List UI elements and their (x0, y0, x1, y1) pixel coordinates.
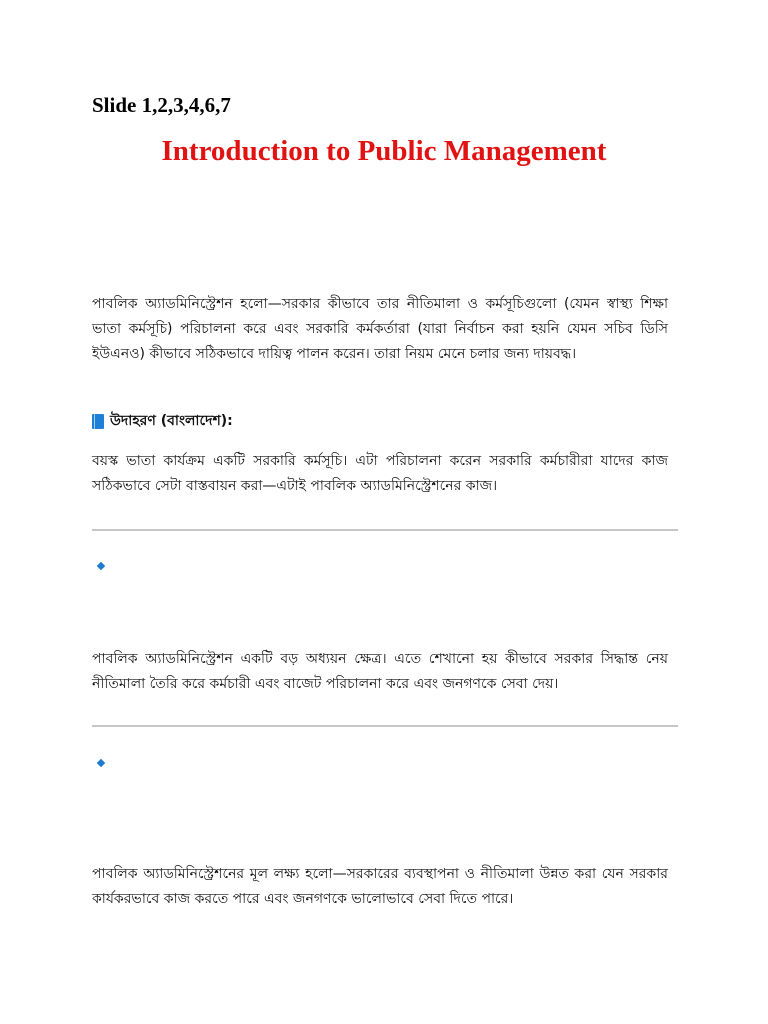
example-heading (92, 409, 233, 433)
section-divider (92, 725, 678, 727)
intro-paragraph: পাবলিক অ্যাডমিনিস্ট্রেশন হলো—সরকার কীভাবে তার নীতিমালা ও কর্মসূচিগুলো (যেমন স্বাস্থ্য শিক্ষা ভাতা কর্মসূচি) পরিচালনা করে এবং সরকারি কর্মকর্তারা (যারা নির্বাচন করা হয়নি যেমন সচিব ডিসি ইউএনও) কীভাবে সঠিকভাবে দায়িত্ব পালন করেন। তারা নিয়ম মেনে চলার জন্য দায়বদ্ধ। (92, 296, 668, 362)
example-paragraph: বয়স্ক ভাতা কার্যক্রম একটি সরকারি কর্মসূচি। এটা পরিচালনা করেন সরকারি কর্মচারীরা যাদের কাজ সঠিকভাবে সেটা বাস্তবায়ন করা—এটাই পাবলিক অ্যাডমিনিস্ট্রেশনের কাজ। (92, 453, 668, 494)
diamond-bullet-icon (97, 759, 105, 767)
goal-paragraph: পাবলিক অ্যাডমিনিস্ট্রেশনের মূল লক্ষ্য হলো—সরকারের ব্যবস্থাপনা ও নীতিমালা উন্নত করা যেন সরকার কার্যকরভাবে কাজ করতে পারে এবং জনগণকে ভালোভাবে সেবা দিতে পারে। (92, 866, 668, 907)
example-heading-label: উদাহরণ (বাংলাদেশ): (110, 413, 233, 429)
book-icon (92, 414, 104, 429)
diamond-bullet-icon (97, 562, 105, 570)
study-field-paragraph: পাবলিক অ্যাডমিনিস্ট্রেশন একটি বড় অধ্যয়ন ক্ষেত্র। এতে শেখানো হয় কীভাবে সরকার সিদ্ধান্ত নেয় নীতিমালা তৈরি করে কর্মচারী এবং বাজেট পরিচালনা করে এবং জনগণকে সেবা দেয়। (92, 651, 668, 692)
slide-label: Slide 1,2,3,4,6,7 (92, 93, 231, 117)
section-divider (92, 529, 678, 531)
document-title: Introduction to Public Management (161, 135, 607, 167)
